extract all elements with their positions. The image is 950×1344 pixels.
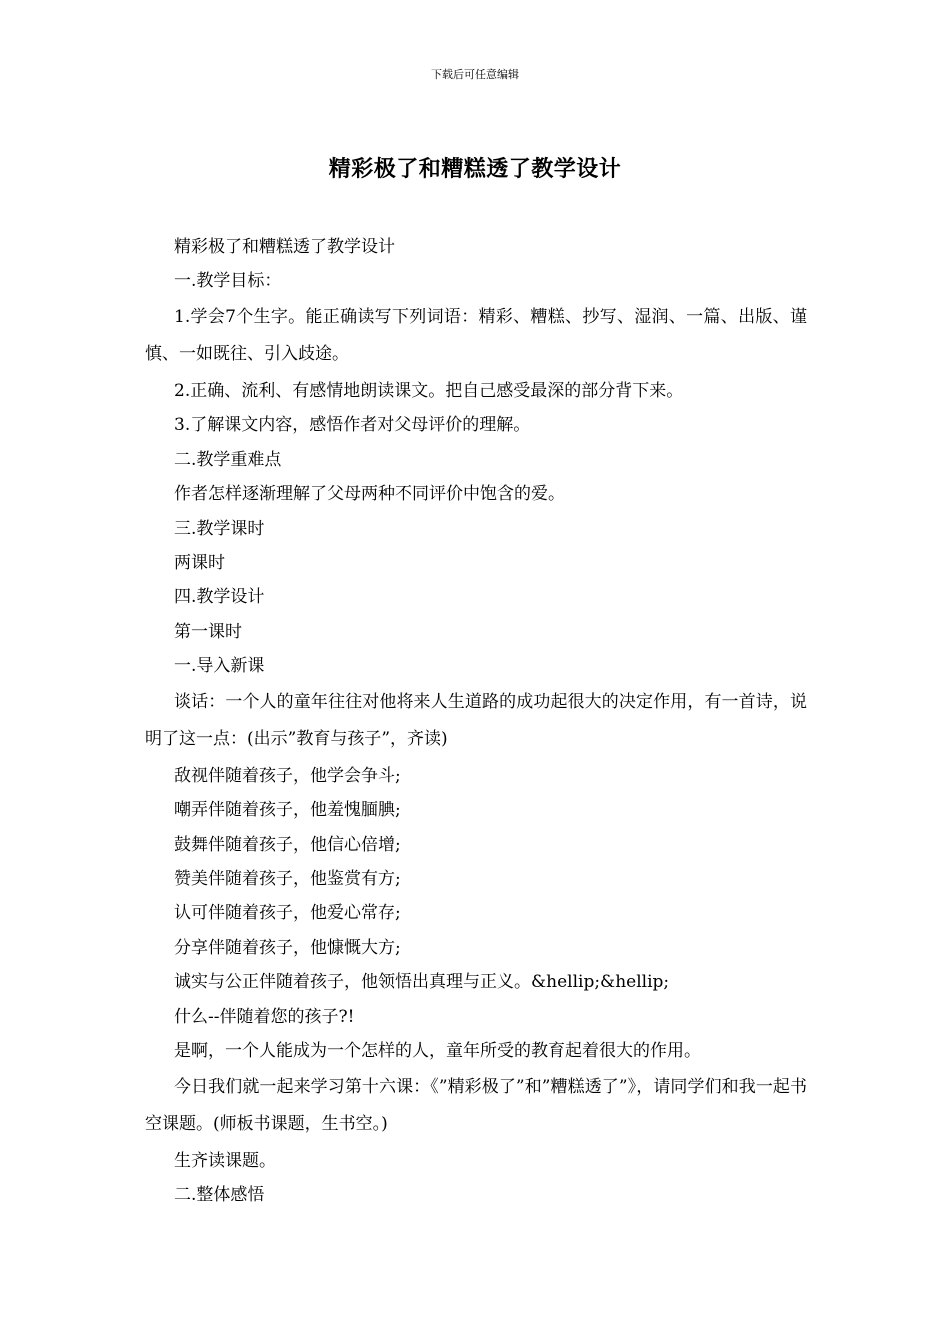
section-heading: 二.教学重难点 bbox=[174, 449, 282, 470]
paragraph: 作者怎样逐渐理解了父母两种不同评价中饱含的爱。 bbox=[174, 484, 565, 505]
poem-line: 鼓舞伴随着孩子，他信心倍增; bbox=[174, 834, 401, 855]
paragraph: 第一课时 bbox=[174, 621, 242, 642]
poem-line: 分享伴随着孩子，他慷慨大方; bbox=[174, 937, 401, 958]
poem-line: 敌视伴随着孩子，他学会争斗; bbox=[174, 765, 401, 786]
paragraph: 1.学会7个生字。能正确读写下列词语：精彩、糟糕、抄写、湿润、一篇、出版、谨慎、一如既往、引入歧途。 bbox=[145, 306, 807, 365]
section-heading: 三.教学课时 bbox=[174, 518, 265, 539]
header-note: 下载后可任意编辑 bbox=[431, 68, 519, 81]
paragraph: 两课时 bbox=[174, 553, 225, 574]
section-heading: 一.导入新课 bbox=[174, 656, 265, 677]
paragraph: 3.了解课文内容，感悟作者对父母评价的理解。 bbox=[174, 415, 531, 436]
section-heading: 二.整体感悟 bbox=[174, 1185, 265, 1206]
paragraph: 今日我们就一起来学习第十六课：《”精彩极了”和”糟糕透了”》，请同学们和我一起书空课题。(师板书课题，生书空。) bbox=[145, 1076, 807, 1135]
document-body bbox=[145, 230, 807, 1213]
document-title: 精彩极了和糟糕透了教学设计 bbox=[328, 156, 622, 182]
paragraph: 谈话：一个人的童年往往对他将来人生道路的成功起很大的决定作用，有一首诗，说明了这一点：(出示”教育与孩子”，齐读) bbox=[145, 691, 807, 750]
poem-line: 诚实与公正伴随着孩子，他领悟出真理与正义。&hellip;&hellip; bbox=[174, 972, 670, 993]
poem-line: 嘲弄伴随着孩子，他羞愧腼腆; bbox=[174, 800, 401, 821]
section-heading: 四.教学设计 bbox=[174, 587, 265, 608]
poem-line: 认可伴随着孩子，他爱心常存; bbox=[174, 903, 401, 924]
paragraph: 生齐读课题。 bbox=[174, 1150, 276, 1171]
section-heading: 一.教学目标： bbox=[174, 271, 282, 292]
paragraph: 什么--伴随着您的孩子?! bbox=[174, 1006, 355, 1027]
paragraph: 2.正确、流利、有感情地朗读课文。把自己感受最深的部分背下来。 bbox=[174, 381, 684, 401]
poem-line: 赞美伴随着孩子，他鉴赏有方; bbox=[174, 869, 401, 890]
paragraph: 是啊，一个人能成为一个怎样的人，童年所受的教育起着很大的作用。 bbox=[174, 1041, 701, 1062]
paragraph: 精彩极了和糟糕透了教学设计 bbox=[174, 237, 395, 257]
